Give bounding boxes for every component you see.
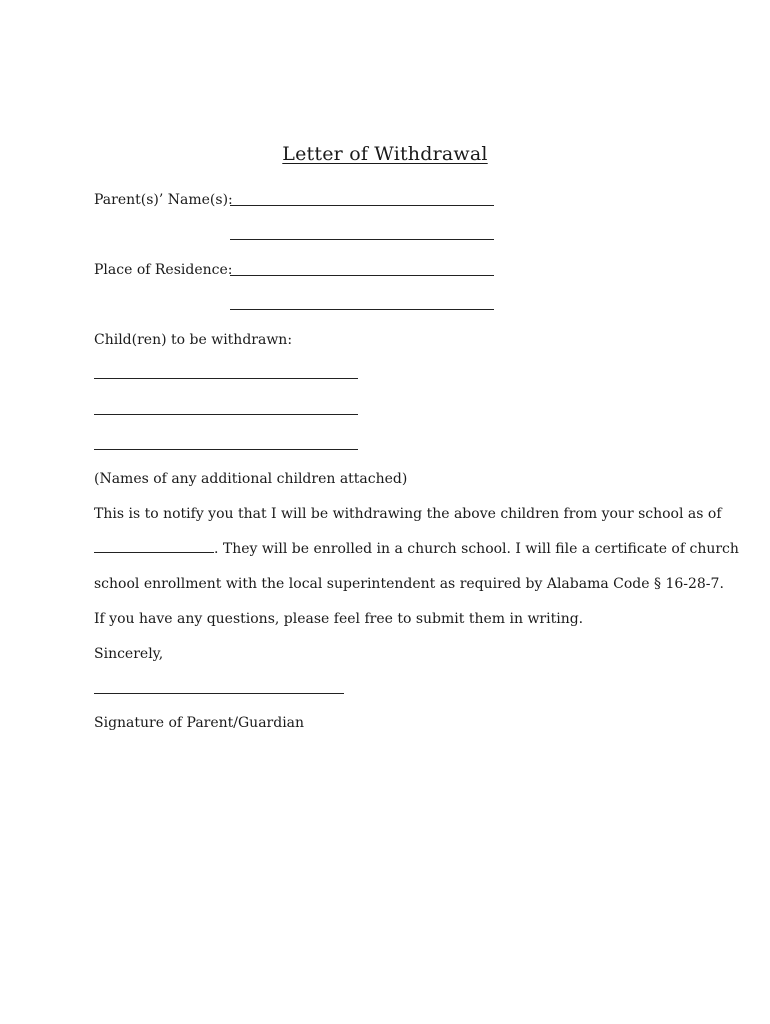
additional-children-note: (Names of any additional children attached) bbox=[94, 471, 408, 487]
residence-field-2[interactable] bbox=[230, 309, 494, 310]
page-title: Letter of Withdrawal bbox=[282, 143, 488, 165]
child-field-2[interactable] bbox=[94, 414, 358, 415]
residence-field-1[interactable] bbox=[230, 275, 494, 276]
children-label: Child(ren) to be withdrawn: bbox=[94, 332, 293, 348]
parents-names-field-2[interactable] bbox=[230, 239, 494, 240]
residence-label: Place of Residence: bbox=[94, 262, 233, 278]
child-field-1[interactable] bbox=[94, 378, 358, 379]
signature-field[interactable] bbox=[94, 693, 344, 694]
closing: Sincerely, bbox=[94, 646, 164, 662]
notice-line-2-text: . They will be enrolled in a church school. I will file a certificate of church bbox=[214, 541, 739, 557]
parents-names-label: Parent(s)’ Name(s): bbox=[94, 192, 233, 208]
child-field-3[interactable] bbox=[94, 449, 358, 450]
signature-label: Signature of Parent/Guardian bbox=[94, 715, 305, 731]
notice-line-1: This is to notify you that I will be withdrawing the above children from your school as of bbox=[94, 506, 722, 522]
parents-names-field-1[interactable] bbox=[230, 205, 494, 206]
notice-line-3: school enrollment with the local superintendent as required by Alabama Code § 16-28-7. bbox=[94, 576, 724, 592]
questions-line: If you have any questions, please feel free to submit them in writing. bbox=[94, 611, 584, 627]
notice-line-2 bbox=[94, 540, 739, 558]
withdrawal-date-field[interactable] bbox=[94, 540, 214, 553]
